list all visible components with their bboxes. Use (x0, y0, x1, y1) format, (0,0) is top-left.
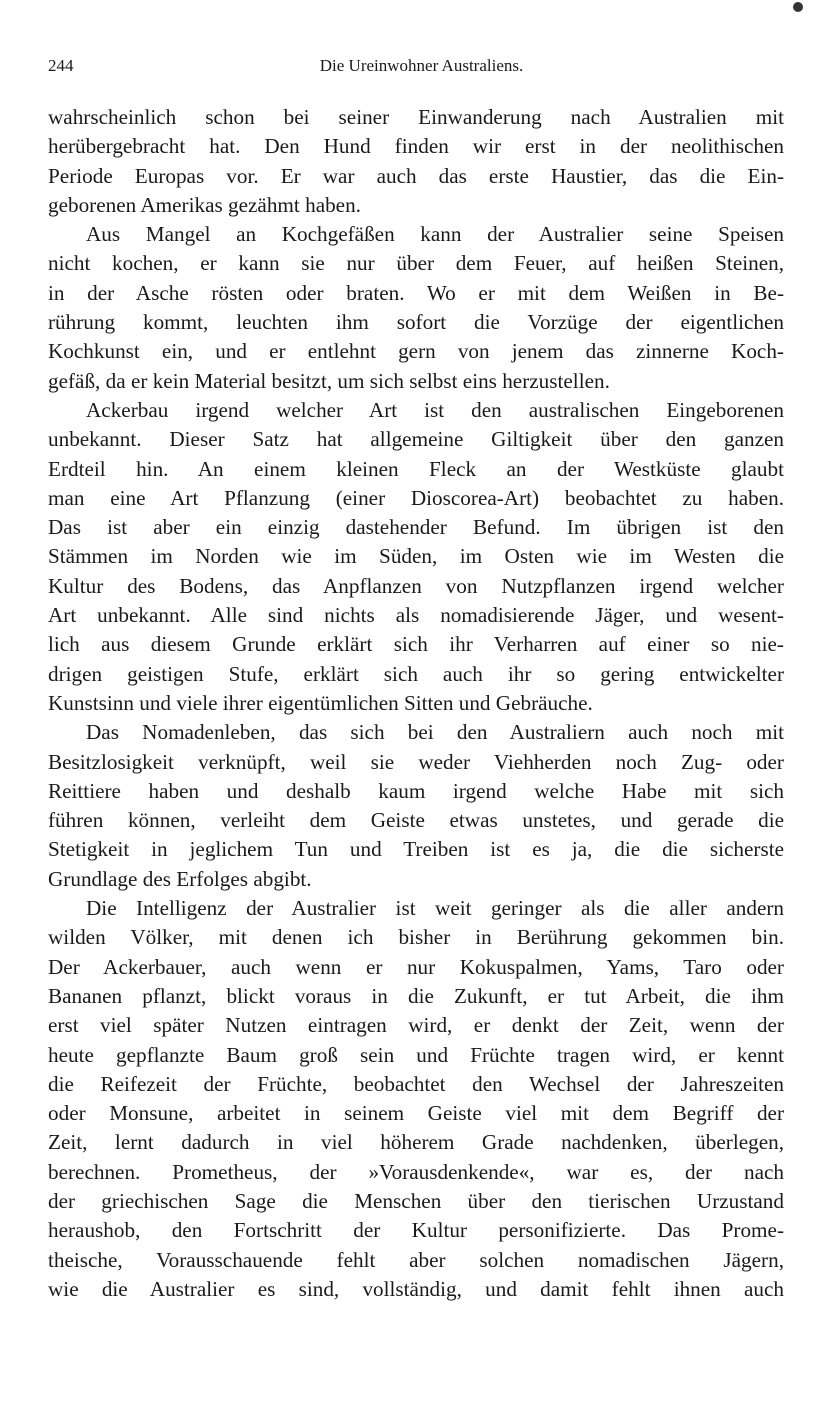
text-line: nicht kochen, er kann sie nur über dem Feuer, auf heißen Steinen, (48, 251, 784, 276)
text-line: Reittiere haben und deshalb kaum irgend welche Habe mit sich (48, 778, 784, 803)
text-line: geborenen Amerikas gezähmt haben. (48, 192, 361, 217)
text-line: Bananen pflanzt, blickt voraus in die Zukunft, er tut Arbeit, die ihm (48, 983, 784, 1008)
text-line: man eine Art Pflanzung (einer Dioscorea-Art) beobachtet zu haben. (48, 485, 784, 510)
running-title: Die Ureinwohner Australiens. (319, 56, 524, 75)
paragraph (48, 103, 784, 220)
paragraph (48, 894, 784, 1304)
text-line: Art unbekannt. Alle sind nichts als nomadisierende Jäger, und wesent- (48, 603, 784, 628)
paragraph (48, 718, 784, 894)
text-line: führen können, verleiht dem Geiste etwas unstetes, und gerade die (48, 808, 784, 833)
text-line: Stämmen im Norden wie im Süden, im Osten wie im Westen die (48, 544, 784, 569)
page-number: 244 (48, 56, 74, 75)
text-line: Ackerbau irgend welcher Art ist den australischen Eingeborenen (86, 397, 784, 422)
text-line: drigen geistigen Stufe, erklärt sich auch ihr so gering entwickelter (48, 661, 784, 686)
text-line: Stetigkeit in jeglichem Tun und Treiben ist es ja, die die sicherste (48, 837, 784, 862)
text-line: Kochkunst ein, und er entlehnt gern von jenem das zinnerne Koch- (48, 339, 784, 364)
text-line: theische, Vorausschauende fehlt aber solchen nomadischen Jägern, (48, 1247, 784, 1272)
text-line: Zeit, lernt dadurch in viel höherem Grade nachdenken, überlegen, (48, 1130, 784, 1155)
text-line: Grundlage des Erfolges abgibt. (48, 866, 312, 891)
running-head (48, 56, 785, 84)
text-line: rührung kommt, leuchten ihm sofort die Vorzüge der eigentlichen (48, 310, 784, 335)
text-line: unbekannt. Dieser Satz hat allgemeine Giltigkeit über den ganzen (48, 427, 784, 452)
text-line: Die Intelligenz der Australier ist weit geringer als die aller andern (86, 896, 784, 921)
text-line: erst viel später Nutzen eintragen wird, er denkt der Zeit, wenn der (48, 1013, 784, 1038)
text-line: wahrscheinlich schon bei seiner Einwanderung nach Australien mit (48, 105, 784, 129)
text-line: heute gepflanzte Baum groß sein und Früchte tragen wird, er kennt (48, 1042, 784, 1067)
text-line: Erdteil hin. An einem kleinen Fleck an der Westküste glaubt (48, 456, 784, 481)
text-line: Periode Europas vor. Er war auch das erste Haustier, das die Ein- (48, 163, 784, 188)
text-line: gefäß, da er kein Material besitzt, um sich selbst eins herzustellen. (48, 368, 610, 393)
text-line: wie die Australier es sind, vollständig, und damit fehlt ihnen auch (48, 1276, 784, 1301)
text-line: heraushob, den Fortschritt der Kultur personifizierte. Das Prome- (48, 1218, 784, 1243)
text-line: Das ist aber ein einzig dastehender Befund. Im übrigen ist den (48, 515, 784, 540)
text-line: Besitzlosigkeit verknüpft, weil sie weder Viehherden noch Zug- oder (48, 749, 784, 774)
text-line: Aus Mangel an Kochgefäßen kann der Australier seine Speisen (86, 222, 784, 247)
text-line: Kultur des Bodens, das Anpflanzen von Nutzpflanzen irgend welcher (48, 573, 784, 598)
body-text (48, 103, 784, 1304)
text-line: oder Monsune, arbeitet in seinem Geiste viel mit dem Begriff der (48, 1101, 784, 1126)
text-line: berechnen. Prometheus, der »Vorausdenkende«, war es, der nach (48, 1159, 784, 1184)
text-line: Kunstsinn und viele ihrer eigentümlichen Sitten und Gebräuche. (48, 690, 593, 715)
ink-speck (793, 2, 803, 12)
text-line: herübergebracht hat. Den Hund finden wir erst in der neolithischen (48, 134, 784, 159)
paragraph (48, 220, 784, 396)
text-line: der griechischen Sage die Menschen über den tierischen Urzustand (48, 1188, 784, 1213)
paragraph (48, 396, 784, 718)
text-line: die Reifezeit der Früchte, beobachtet den Wechsel der Jahreszeiten (48, 1071, 784, 1096)
text-line: in der Asche rösten oder braten. Wo er mit dem Weißen in Be- (48, 280, 784, 305)
text-line: Der Ackerbauer, auch wenn er nur Kokuspalmen, Yams, Taro oder (48, 954, 784, 979)
text-line: lich aus diesem Grunde erklärt sich ihr Verharren auf einer so nie- (48, 632, 784, 657)
text-line: wilden Völker, mit denen ich bisher in Berührung gekommen bin. (48, 925, 784, 950)
text-line: Das Nomadenleben, das sich bei den Australiern auch noch mit (86, 720, 784, 745)
